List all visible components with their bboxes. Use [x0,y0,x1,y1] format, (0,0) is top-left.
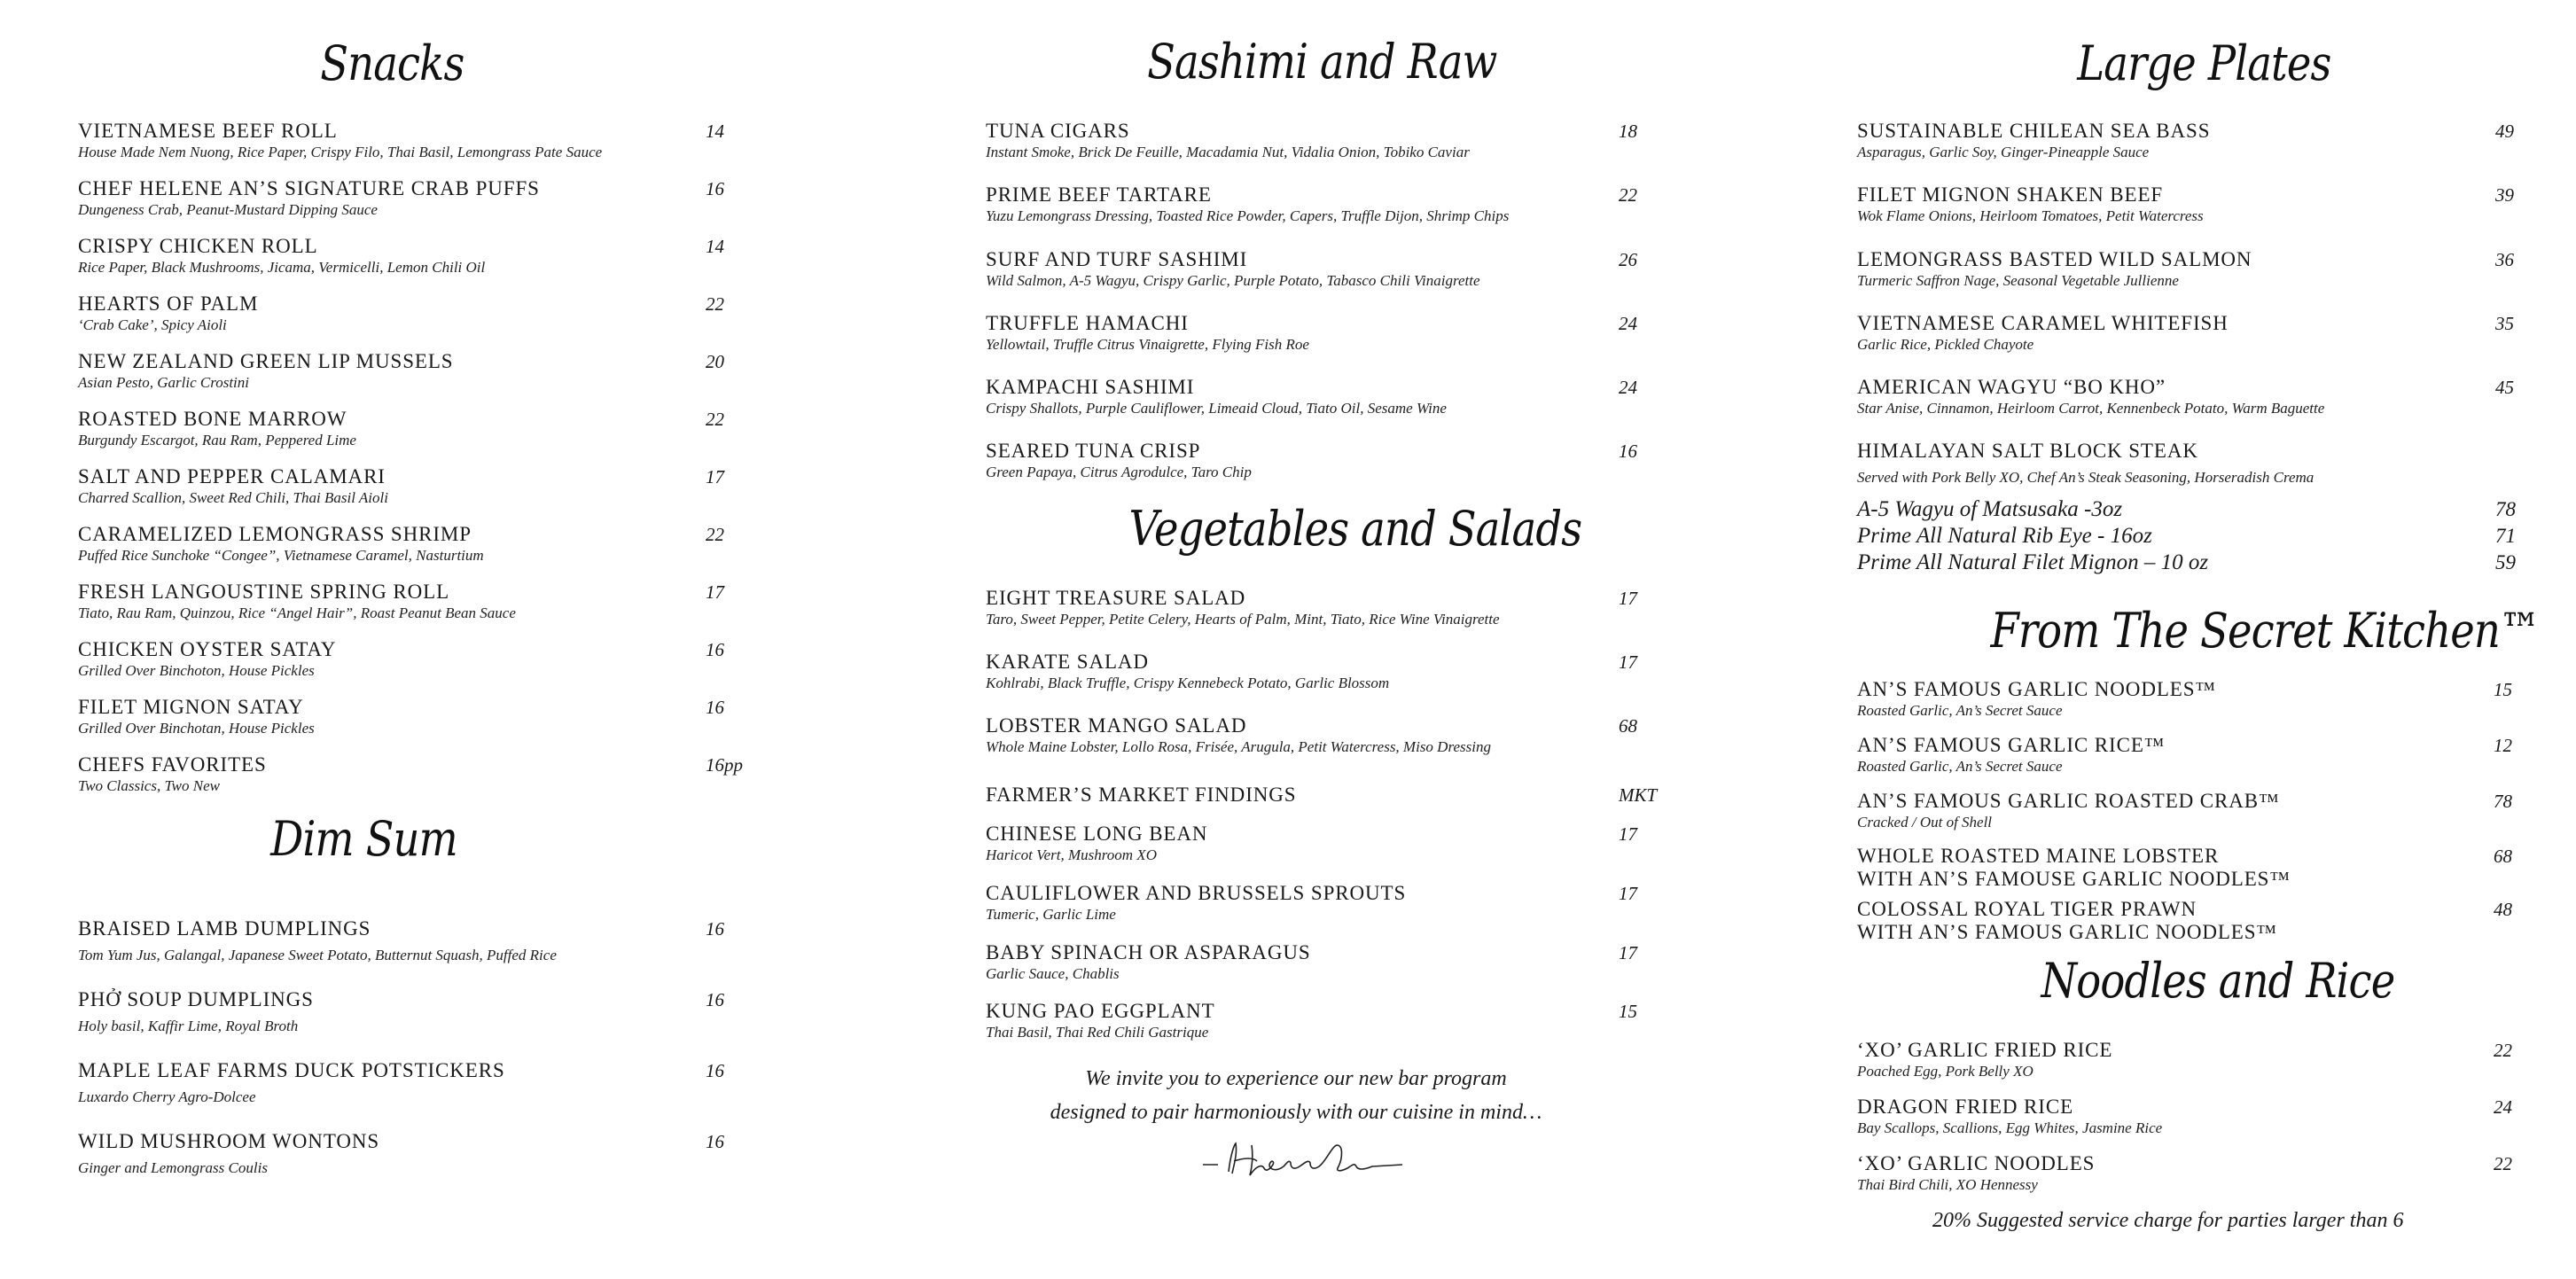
item-price: 12 [2494,735,2512,756]
vegetables-menu-item [986,823,1207,865]
item-description: Kohlrabi, Black Truffle, Crispy Kennebeck Potato, Garlic Blossom [986,675,1390,691]
item-description: Thai Basil, Thai Red Chili Gastrique [986,1024,1209,1041]
dimsum-menu-item [78,1059,505,1107]
steak-cut-name: Prime All Natural Rib Eye - 16oz [1857,524,2152,548]
item-name: SALT AND PEPPER CALAMARI [78,465,386,487]
vegetables-menu-item [986,1000,1215,1042]
invite-line-1: We invite you to experience our new bar program [1085,1067,1507,1090]
item-description: Turmeric Saffron Nage, Seasonal Vegetable Jullienne [1857,272,2179,289]
item-name: CHEF HELENE AN’S SIGNATURE CRAB PUFFS [78,177,540,199]
item-description: Haricot Vert, Mushroom XO [986,846,1157,863]
item-description: Ginger and Lemongrass Coulis [78,1159,268,1176]
large-menu-item [1857,376,2324,418]
item-description: Bay Scallops, Scallions, Egg Whites, Jasmine Rice [1857,1119,2163,1136]
section-title-large-plates: Large Plates [2077,35,2331,91]
item-price: 48 [2494,899,2512,920]
item-name: VIETNAMESE CARAMEL WHITEFISH [1857,312,2229,334]
secret-menu-item [1857,790,2279,832]
item-description: Luxardo Cherry Agro-Dolcee [78,1088,256,1105]
item-description: Charred Scallion, Sweet Red Chili, Thai Basil Aioli [78,489,388,506]
item-name: SEARED TUNA CRISP [986,440,1201,462]
item-name: BRAISED LAMB DUMPLINGS [78,917,371,940]
item-name: CHINESE LONG BEAN [986,823,1208,845]
vegetables-menu-item [986,587,1500,629]
item-price: 26 [1619,249,1637,270]
item-price: 16 [1619,441,1637,462]
sashimi-menu-item [986,248,1480,291]
item-name: PRIME BEEF TARTARE [986,183,1212,206]
service-charge-note: 20% Suggested service charge for parties larger than 6 [1932,1209,2404,1232]
secret-menu-item [1857,898,2277,944]
item-description: Green Papaya, Citrus Agrodulce, Taro Chip [986,464,1252,480]
item-price: 17 [1619,883,1637,904]
item-name: LEMONGRASS BASTED WILD SALMON [1857,248,2252,270]
item-description: Instant Smoke, Brick De Feuille, Macadamia Nut, Vidalia Onion, Tobiko Caviar [986,144,1470,160]
item-description: Yellowtail, Truffle Citrus Vinaigrette, Flying Fish Roe [986,336,1309,353]
sashimi-menu-item [986,183,1509,226]
item-description: Wild Salmon, A-5 Wagyu, Crispy Garlic, Purple Potato, Tabasco Chili Vinaigrette [986,272,1480,289]
secret-menu-item [1857,678,2216,721]
item-name: AN’S FAMOUS GARLIC RICE™ [1857,734,2166,756]
vegetables-menu-item [986,651,1389,693]
steak-cut-price: 59 [2495,551,2516,573]
large-menu-item [1857,312,2229,355]
item-price: 14 [706,121,724,142]
item-name-line-2: WITH AN’S FAMOUSE GARLIC NOODLES™ [1857,868,2291,890]
item-price: 22 [2494,1153,2512,1174]
item-name: PHỞ SOUP DUMPLINGS [78,988,314,1010]
snacks-menu-item [78,465,388,508]
noodles-menu-item [1857,1096,2162,1138]
item-description: ‘Crab Cake’, Spicy Aioli [78,316,227,333]
sashimi-menu-item [986,312,1309,355]
snacks-menu-item [78,120,602,162]
item-name: CARAMELIZED LEMONGRASS SHRIMP [78,523,472,545]
secret-menu-item [1857,845,2291,891]
item-description: Garlic Sauce, Chablis [986,965,1120,982]
item-name: AMERICAN WAGYU “BO KHO” [1857,376,2166,398]
item-price: 16 [706,639,724,660]
item-price: 17 [1619,588,1637,609]
item-price: 17 [1619,823,1637,845]
item-description: Tiato, Rau Ram, Quinzou, Rice “Angel Hair”, Roast Peanut Bean Sauce [78,604,516,621]
item-name: EIGHT TREASURE SALAD [986,587,1246,609]
item-price: 22 [2494,1040,2512,1061]
item-description: Yuzu Lemongrass Dressing, Toasted Rice Powder, Capers, Truffle Dijon, Shrimp Chips [986,207,1510,224]
item-name: CRISPY CHICKEN ROLL [78,235,318,257]
item-price: 15 [2494,679,2512,700]
column-middle [986,0,1695,1279]
item-description: Roasted Garlic, An’s Secret Sauce [1857,758,2063,775]
item-name: HIMALAYAN SALT BLOCK STEAK [1857,440,2198,462]
column-right [1857,0,2566,1279]
section-title-secret-kitchen: From The Secret Kitchen™ [1990,603,2541,659]
item-description: Taro, Sweet Pepper, Petite Celery, Hearts of Palm, Mint, Tiato, Rice Wine Vinaigrette [986,611,1500,628]
item-price: 17 [706,581,724,603]
item-description: Roasted Garlic, An’s Secret Sauce [1857,702,2063,719]
item-price: 18 [1619,121,1637,142]
item-price: 68 [2494,846,2512,867]
item-name: WILD MUSHROOM WONTONS [78,1130,380,1152]
bar-program-invite [986,1062,1606,1129]
column-left [78,0,787,1279]
item-description: Dungeness Crab, Peanut-Mustard Dipping Sauce [78,201,378,218]
item-price: MKT [1619,784,1658,806]
vegetables-menu-item [986,882,1406,924]
item-description: Grilled Over Binchotan, House Pickles [78,720,315,737]
item-price: 16 [706,178,724,199]
item-price: 22 [1619,184,1637,206]
snacks-menu-item [78,753,267,796]
vegetables-menu-item [986,941,1311,984]
noodles-menu-item [1857,1039,2112,1081]
item-name: HEARTS OF PALM [78,292,259,315]
item-name: ROASTED BONE MARROW [78,408,347,430]
item-price: 17 [706,466,724,487]
item-price: 17 [1619,651,1637,673]
item-price: 45 [2495,377,2514,398]
dimsum-menu-item [78,988,314,1036]
item-price: 15 [1619,1001,1637,1022]
sashimi-menu-item [986,376,1447,418]
item-price: 14 [706,236,724,257]
item-name: KAMPACHI SASHIMI [986,376,1195,398]
section-title-snacks: Snacks [320,35,464,91]
item-name: AN’S FAMOUS GARLIC NOODLES™ [1857,678,2216,700]
item-name: FARMER’S MARKET FINDINGS [986,784,1297,806]
steak-cut-name: Prime All Natural Filet Mignon – 10 oz [1857,550,2209,574]
item-description: Cracked / Out of Shell [1857,814,1993,831]
item-name: SUSTAINABLE CHILEAN SEA BASS [1857,120,2211,142]
item-name: VIETNAMESE BEEF ROLL [78,120,338,142]
item-price: 24 [1619,377,1637,398]
snacks-menu-item [78,581,516,623]
item-price: 39 [2495,184,2514,206]
item-name: ‘XO’ GARLIC FRIED RICE [1857,1039,2113,1061]
item-name: NEW ZEALAND GREEN LIP MUSSELS [78,350,454,372]
item-name: LOBSTER MANGO SALAD [986,714,1247,737]
item-description: Served with Pork Belly XO, Chef An’s Steak Seasoning, Horseradish Crema [1857,469,2314,486]
item-price: 24 [2494,1096,2512,1118]
item-price: 36 [2495,249,2514,270]
item-description: Whole Maine Lobster, Lollo Rosa, Frisée, Arugula, Petit Watercress, Miso Dressing [986,738,1491,755]
item-price: 78 [2494,791,2512,812]
item-description: Puffed Rice Sunchoke “Congee”, Vietnamese Caramel, Nasturtium [78,547,484,564]
item-name: COLOSSAL ROYAL TIGER PRAWN [1857,898,2197,920]
item-description: House Made Nem Nuong, Rice Paper, Crispy Filo, Thai Basil, Lemongrass Pate Sauce [78,144,603,160]
item-price: 68 [1619,715,1637,737]
snacks-menu-item [78,350,453,393]
item-description: Thai Bird Chili, XO Hennessy [1857,1176,2038,1193]
item-price: 16pp [706,754,743,776]
item-price: 16 [706,1131,724,1152]
section-title-sashimi-and-raw: Sashimi and Raw [1147,34,1497,90]
dimsum-menu-item [78,1130,379,1178]
section-title-noodles-and-rice: Noodles and Rice [2041,953,2395,1009]
item-price: 22 [706,409,724,430]
item-name: WHOLE ROASTED MAINE LOBSTER [1857,845,2220,867]
item-price: 20 [706,351,724,372]
item-name: KARATE SALAD [986,651,1149,673]
snacks-menu-item [78,523,484,565]
item-description: Wok Flame Onions, Heirloom Tomatoes, Petit Watercress [1857,207,2204,224]
item-name: ‘XO’ GARLIC NOODLES [1857,1152,2096,1174]
steak-cut-name: A-5 Wagyu of Matsusaka -3oz [1857,497,2123,521]
dimsum-menu-item [78,917,557,965]
item-description: Crispy Shallots, Purple Cauliflower, Limeaid Cloud, Tiato Oil, Sesame Wine [986,400,1447,417]
item-description: Rice Paper, Black Mushrooms, Jicama, Vermicelli, Lemon Chili Oil [78,259,486,276]
large-menu-item [1857,120,2210,162]
snacks-menu-item [78,408,356,450]
item-name: MAPLE LEAF FARMS DUCK POTSTICKERS [78,1059,505,1081]
item-name: KUNG PAO EGGPLANT [986,1000,1215,1022]
section-title-vegetables-and-salads: Vegetables and Salads [1128,501,1582,557]
chef-signature [1198,1138,1411,1182]
item-price: 49 [2495,121,2514,142]
item-price: 16 [706,697,724,718]
steak-cut-price: 78 [2495,498,2516,520]
noodles-menu-item [1857,1152,2095,1195]
item-price: 17 [1619,942,1637,963]
sashimi-menu-item [986,440,1252,482]
item-name: TRUFFLE HAMACHI [986,312,1189,334]
item-name: TUNA CIGARS [986,120,1130,142]
item-description: Tom Yum Jus, Galangal, Japanese Sweet Potato, Butternut Squash, Puffed Rice [78,947,557,963]
item-name: CHICKEN OYSTER SATAY [78,638,337,660]
item-description: Star Anise, Cinnamon, Heirloom Carrot, Kennenbeck Potato, Warm Baguette [1857,400,2325,417]
item-description: Asian Pesto, Garlic Crostini [78,374,249,391]
item-price: 35 [2495,313,2514,334]
section-title-dim-sum: Dim Sum [270,811,457,867]
item-name: DRAGON FRIED RICE [1857,1096,2074,1118]
item-description: Burgundy Escargot, Rau Ram, Peppered Lime [78,432,356,448]
item-price: 22 [706,524,724,545]
item-name: SURF AND TURF SASHIMI [986,248,1248,270]
item-description: Garlic Rice, Pickled Chayote [1857,336,2034,353]
snacks-menu-item [78,638,336,681]
item-name: BABY SPINACH OR ASPARAGUS [986,941,1311,963]
item-description: Two Classics, Two New [78,777,220,794]
item-name: FILET MIGNON SHAKEN BEEF [1857,183,2164,206]
steak-cut-price: 71 [2495,525,2516,547]
item-price: 22 [706,293,724,315]
snacks-menu-item [78,696,315,738]
item-price: 16 [706,1060,724,1081]
item-description: Asparagus, Garlic Soy, Ginger-Pineapple Sauce [1857,144,2150,160]
item-name: AN’S FAMOUS GARLIC ROASTED CRAB™ [1857,790,2280,812]
snacks-menu-item [78,177,540,220]
item-description: Grilled Over Binchoton, House Pickles [78,662,315,679]
item-price: 16 [706,918,724,940]
item-description: Tumeric, Garlic Lime [986,906,1116,923]
item-name: CAULIFLOWER AND BRUSSELS SPROUTS [986,882,1407,904]
vegetables-menu-item [986,784,1296,807]
large-menu-item [1857,183,2204,226]
item-name: FILET MIGNON SATAY [78,696,304,718]
vegetables-menu-item [986,714,1491,757]
secret-menu-item [1857,734,2165,776]
large-menu-item [1857,248,2252,291]
snacks-menu-item [78,292,258,335]
item-name: FRESH LANGOUSTINE SPRING ROLL [78,581,450,603]
large-menu-item [1857,440,2314,487]
item-description: Holy basil, Kaffir Lime, Royal Broth [78,1018,299,1034]
item-price: 24 [1619,313,1637,334]
item-name-line-2: WITH AN’S FAMOUS GARLIC NOODLES™ [1857,921,2277,943]
item-price: 16 [706,989,724,1010]
invite-line-2: designed to pair harmoniously with our cuisine in mind… [1050,1101,1542,1124]
item-name: CHEFS FAVORITES [78,753,267,776]
item-description: Poached Egg, Pork Belly XO [1857,1063,2033,1080]
sashimi-menu-item [986,120,1470,162]
snacks-menu-item [78,235,485,277]
